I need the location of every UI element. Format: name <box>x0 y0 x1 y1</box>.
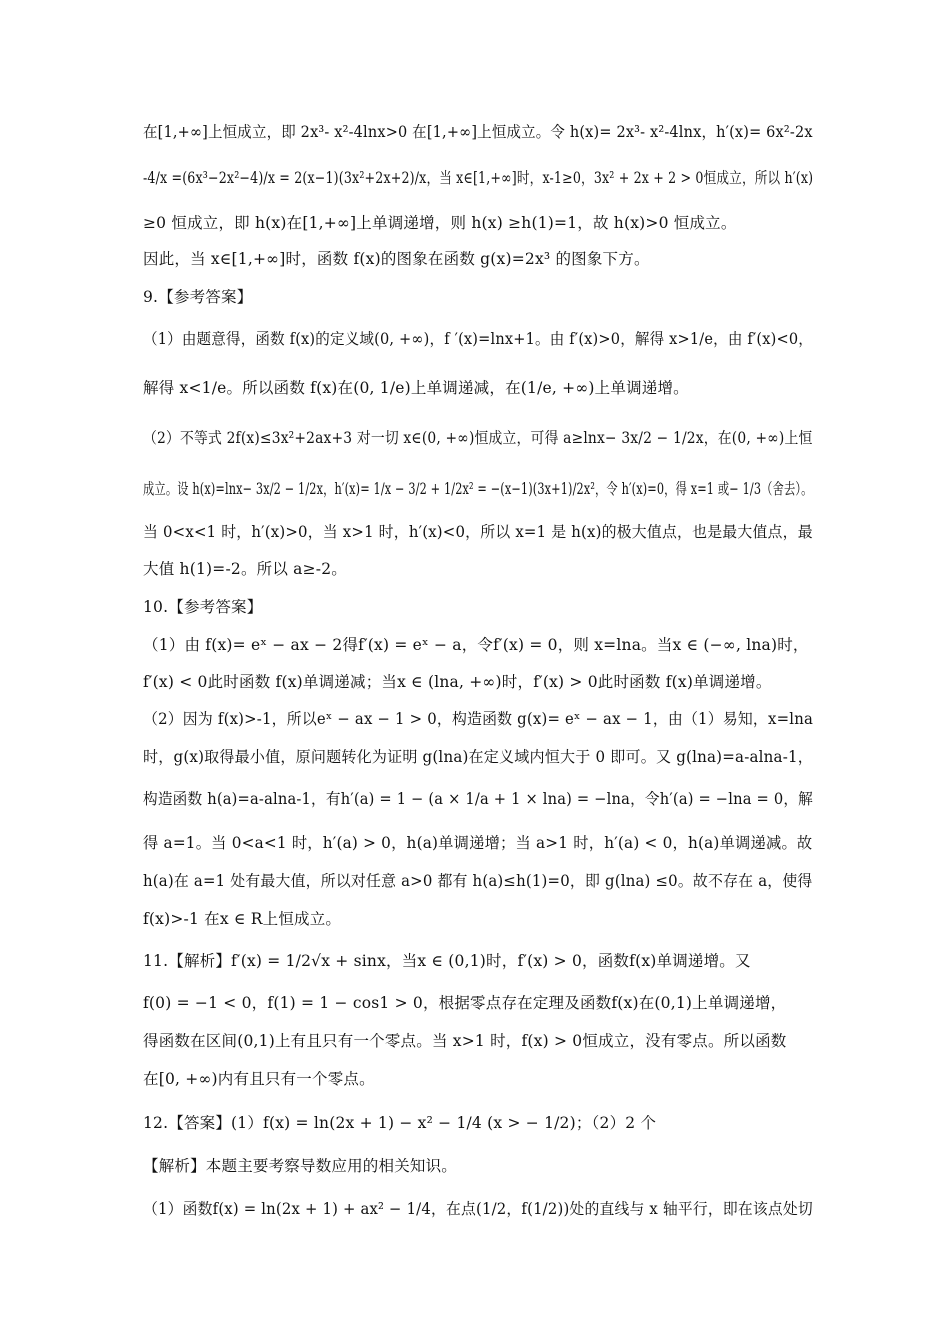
text-line: （1）由题意得，函数 f(x)的定义域(0, +∞)，f ′(x)=lnx+1。由 f′(x)>0，解得 x>1/e，由 f′(x)<0， <box>143 330 814 348</box>
text-line: 在[0, +∞)内有且只有一个零点。 <box>143 1070 375 1088</box>
section-heading: 10.【参考答案】 <box>143 598 263 616</box>
text-line: 得 a=1。当 0<a<1 时，h′(a) > 0，h(a)单调递增；当 a>1 时，h′(a) < 0，h(a)单调递减。故 <box>143 834 813 852</box>
text-line: 【解析】本题主要考察导数应用的相关知识。 <box>143 1157 458 1175</box>
text-line: f(0) = −1 < 0，f(1) = 1 − cos1 > 0，根据零点存在定理及函数f(x)在(0,1)上单调递增， <box>143 994 787 1012</box>
section-heading: 11.【解析】f′(x) = 1/2√x + sinx，当x ∈ (0,1)时，f′(x) > 0，函数f(x)单调递增。又 <box>143 952 751 970</box>
text-line: 解得 x<1/e。所以函数 f(x)在(0, 1/e)上单调递减，在(1/e, +∞)上单调递增。 <box>143 379 689 397</box>
text-line: （1）由 f(x)= eˣ − ax − 2得f′(x) = eˣ − a，令f′(x) = 0，则 x=lna。当x ∈ (−∞, lna)时， <box>143 636 809 654</box>
text-line: f(x)>-1 在x ∈ R上恒成立。 <box>143 910 342 928</box>
text-line: （2）不等式 2f(x)≤3x²+2ax+3 对一切 x∈(0, +∞)恒成立，可得 a≥lnx− 3x/2 − 1/2x，在(0, +∞)上恒 <box>143 429 813 447</box>
text-line: -4/x =(6x³−2x²−4)/x = 2(x−1)(3x²+2x+2)/x，当 x∈[1,+∞]时，x-1≥0，3x² + 2x + 2 > 0恒成立，所以 h′(x) <box>143 169 814 187</box>
section-heading: 12.【答案】(1）f(x) = ln(2x + 1) − x² − 1/4 (x > − 1/2)；（2）2 个 <box>143 1114 657 1132</box>
text-line: 得函数在区间(0,1)上有且只有一个零点。当 x>1 时，f(x) > 0恒成立，没有零点。所以函数 <box>143 1032 787 1050</box>
text-line: 成立。设 h(x)=lnx− 3x/2 − 1/2x，h′(x)= 1/x − 3/2 + 1/2x² = −(x−1)(3x+1)/2x²，令 h′(x)=0，得 x=1 或− 1/3（舍去）。 <box>143 480 813 498</box>
text-line: 构造函数 h(a)=a-alna-1，有h′(a) = 1 − (a × 1/a + 1 × lna) = −lna，令h′(a) = −lna = 0，解 <box>143 790 814 808</box>
text-line: ≥0 恒成立，即 h(x)在[1,+∞]上单调递增，则 h(x) ≥h(1)=1，故 h(x)>0 恒成立。 <box>143 214 737 232</box>
text-line: f′(x) < 0此时函数 f(x)单调递减；当x ∈ (lna, +∞)时，f′(x) > 0此时函数 f(x)单调递增。 <box>143 673 772 691</box>
text-line: 在[1,+∞]上恒成立，即 2x³- x²-4lnx>0 在[1,+∞]上恒成立。令 h(x)= 2x³- x²-4lnx，h′(x)= 6x²-2x <box>143 123 813 141</box>
text-line: 时，g(x)取得最小值，原问题转化为证明 g(lna)在定义域内恒大于 0 即可。又 g(lna)=a-alna-1， <box>143 748 814 766</box>
text-line: （1）函数f(x) = ln(2x + 1) + ax² − 1/4，在点(1/2，f(1/2))处的直线与 x 轴平行，即在该点处切 <box>143 1200 813 1218</box>
text-line: 因此，当 x∈[1,+∞]时，函数 f(x)的图象在函数 g(x)=2x³ 的图象下方。 <box>143 250 650 268</box>
text-line: （2）因为 f(x)>-1，所以eˣ − ax − 1 > 0，构造函数 g(x)= eˣ − ax − 1，由（1）易知，x=lna <box>143 710 814 728</box>
text-line: h(a)在 a=1 处有最大值，所以对任意 a>0 都有 h(a)≤h(1)=0，即 g(lna) ≤0。故不存在 a，使得 <box>143 872 813 890</box>
text-line: 当 0<x<1 时，h′(x)>0，当 x>1 时，h′(x)<0，所以 x=1 是 h(x)的极大值点，也是最大值点，最 <box>143 523 813 541</box>
text-line: 大值 h(1)=-2。所以 a≥-2。 <box>143 560 348 578</box>
section-heading: 9.【参考答案】 <box>143 288 253 306</box>
